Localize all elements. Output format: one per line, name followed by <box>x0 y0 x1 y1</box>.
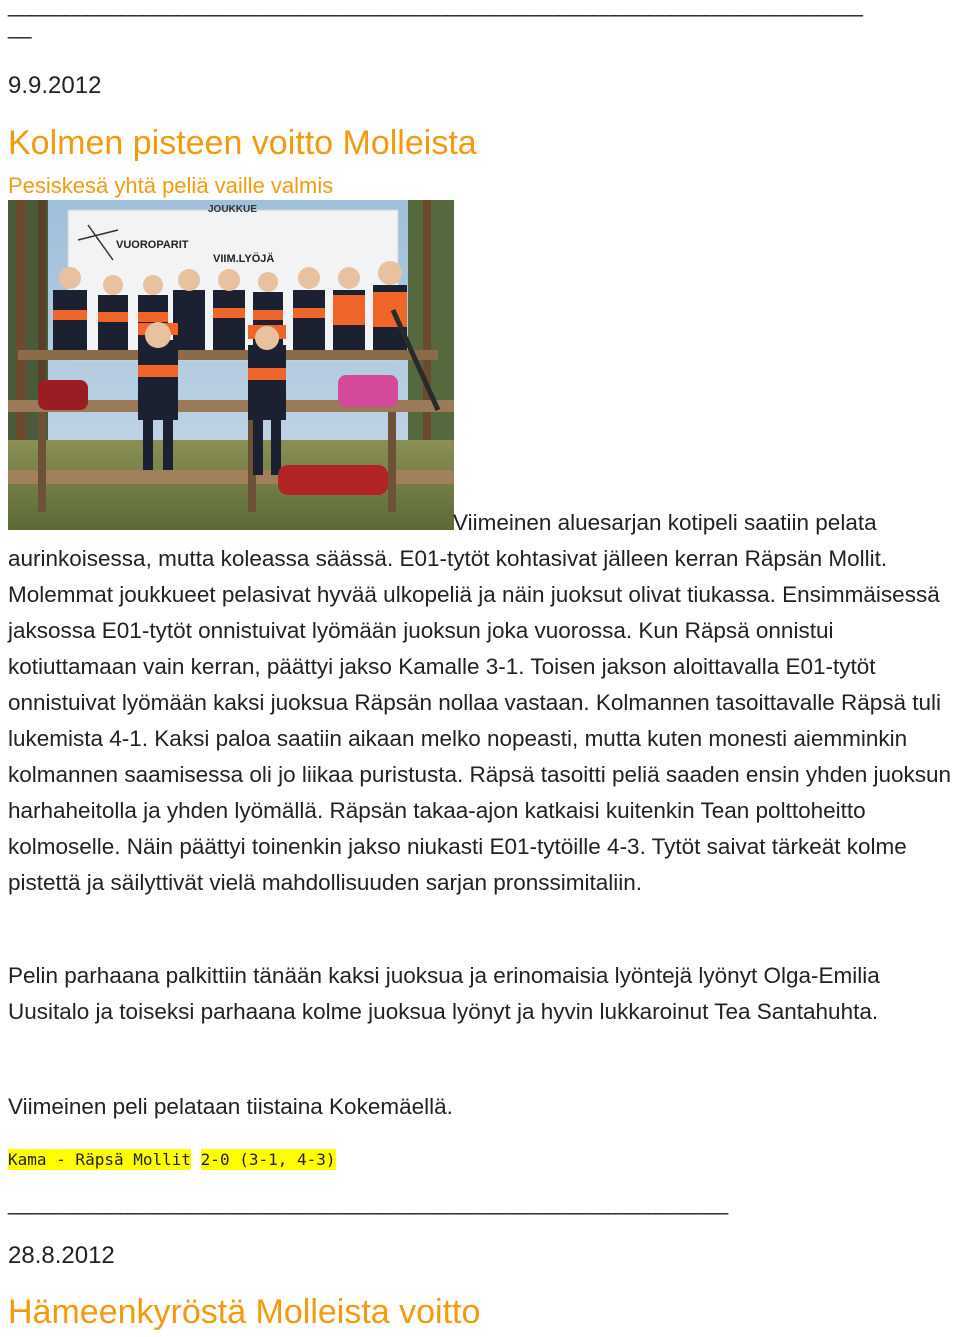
sign-text-top: JOUKKUE <box>208 204 257 215</box>
post-date-2: 28.8.2012 <box>8 1242 115 1269</box>
match-result <box>8 1150 336 1169</box>
post-body-paragraph-2: Pelin parhaana palkittiin tänään kaksi juoksua ja erinomaisia lyöntejä lyönyt Olga-Emilia Uusitalo ja toiseksi parhaana kolme juoksua lyönyt ja hyvin lukkaroinut Tea Santahuhta. <box>8 963 880 1024</box>
team-photo <box>8 200 454 530</box>
top-separator: ____________________________________________________________________________ <box>8 0 862 17</box>
team-photo-image <box>8 200 454 530</box>
post-title-2[interactable]: Hämeenkyröstä Molleista voitto <box>8 1293 481 1331</box>
match-score: 2-0 (3-1, 4-3) <box>200 1150 336 1169</box>
post-separator: ________________________________________________________________ <box>8 1190 728 1215</box>
match-teams: Kama - Räpsä Mollit <box>8 1150 192 1169</box>
sign-text-right: VIIM.LYÖJÄ <box>213 253 275 265</box>
post-body-text-1: Viimeinen aluesarjan kotipeli saatiin pelata aurinkoisessa, mutta koleassa säässä. E01-tytöt kohtasivat jälleen kerran Räpsän Mollit. Molemmat joukkueet pelasivat hyvää ulkopeliä ja näin juoksut olivat tiukassa. Ensimmäisessä jaksossa E01-tytöt onnistuivat lyömään juoksun joka vuorossa. Kun Räpsä onnistui kotiuttamaan vain kerran, päättyi jakso Kamalle 3-1. Toisen jakson aloittavalla E01-tytöt onnistuivat lyömään kaksi juoksua Räpsän nollaa vastaan. Kolmannen tasoittavalle Räpsä tuli lukemista 4-1. Kaksi paloa saatiin aikaan melko nopeasti, mutta kuten monesti aiemminkin kolmannen saamisessa oli jo liikaa puristusta. Räpsä tasoitti peliä saaden ensin yhden juoksun harhaheitolla ja yhden lyömällä. Räpsän takaa-ajon katkaisi kuitenkin Tean polttoheitto kolmoselle. Näin päättyi toinenkin jakso niukasti E01-tytöille 4-3. Tytöt saivat tärkeät kolme pistettä ja säilyttivät vielä mahdollisuuden sarjan pronssimitaliin. <box>8 510 952 895</box>
top-separator-continuation: __ <box>8 14 31 39</box>
post-subtitle: Pesiskesä yhtä peliä vaille valmis <box>8 173 334 198</box>
post-title[interactable]: Kolmen pisteen voitto Molleista <box>8 124 477 162</box>
sign-text-left: VUOROPARIT <box>116 239 189 251</box>
post-body-paragraph-1 <box>8 505 958 901</box>
post-body-paragraph-3: Viimeinen peli pelataan tiistaina Kokemäellä. <box>8 1094 453 1119</box>
post-date: 9.9.2012 <box>8 72 102 99</box>
